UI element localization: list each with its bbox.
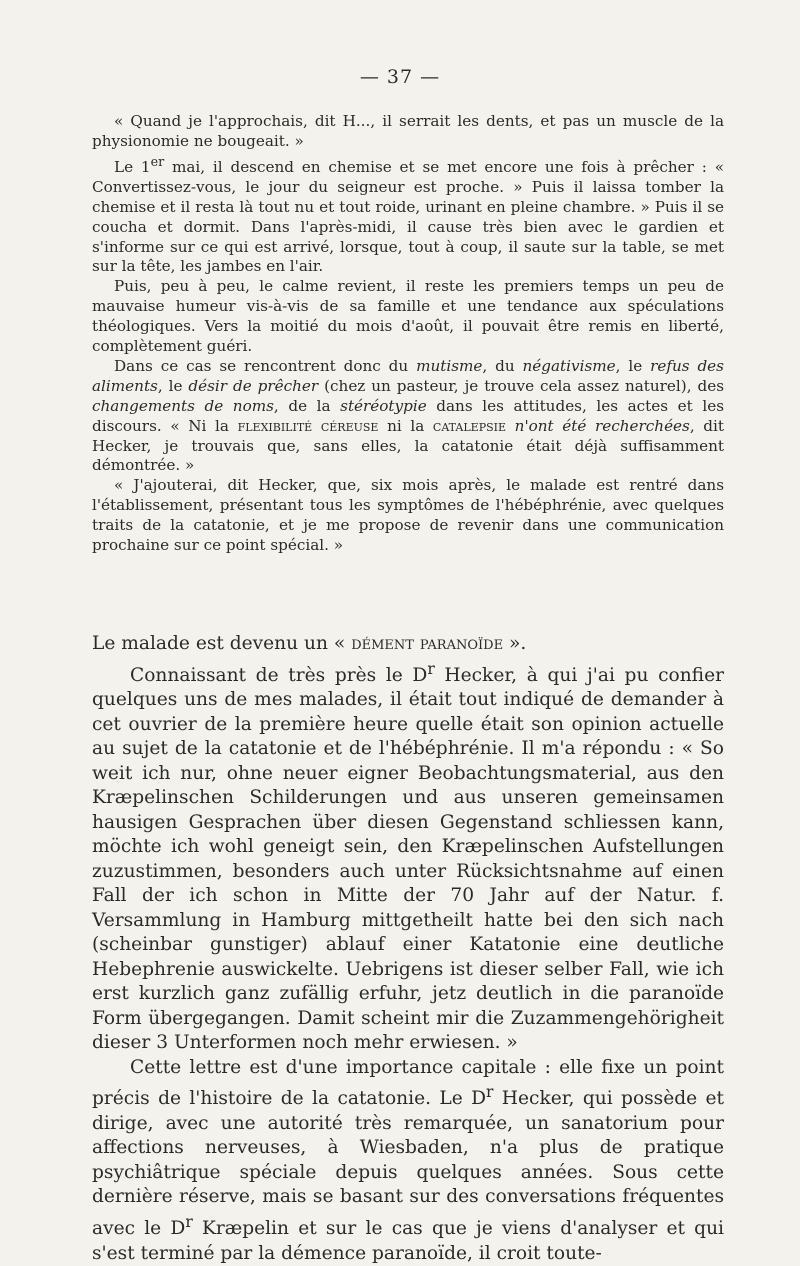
- paragraph: Le 1er mai, il descend en chemise et se met encore une fois à prêcher : « Convertissez-vous, le jour du seigneur est proche. » Puis il laissa tomber la chemise et il resta là tout nu et tout roide, urinant en pleine chambre. » Puis il se coucha et dormit. Dans l'après-midi, il cause très bien avec le gardien et s'informe sur ce qui est arrivé, lorsque, tout à coup, il saute sur la table, se met sur la tête, les jambes en l'air.: [92, 153, 724, 276]
- paragraph: « Quand je l'approchais, dit H..., il serrait les dents, et pas un muscle de la physionomie ne bougeait. »: [92, 112, 724, 150]
- paragraph: Connaissant de très près le $D^r$ Hecker, à qui j'ai pu confier quelques uns de mes malades, il était tout indiqué de demander à cet ouvrier de la première heure quelle était son opinion actuelle au sujet de la catatonie et de l'hébéphrénie. Il m'a répondu : « So weit ich nur, ohne neuer eigner Beobachtungsmaterial, aus den Kræpelinschen Schilderungen und aus unseren gemeinsamen hausigen Gesprachen über diesen Gegenstand schliessen kann, möchte ich wohl geneigt sein, den Kræpelinschen Aufstellungen zuzustimmen, besonders auch unter Rücksichtsnahme auf einen Fall der ich schon in Mitte der 70 Jahr auf der Natur. f. Versammlung in Hamburg mittgetheilt hatte bei den sich nach (scheinbar gunstiger) ablauf einer Katatonie eine deutliche Hebephrenie auswickelte. Uebrigens ist dieser selber Fall, wie ich erst kurzlich ganz zufällig erfuhr, jetz deutlich in die paranoïde Form übergegangen. Damit scheint mir die Zuzammengehörigheit dieser 3 Unterformen noch mehr erwiesen. »: [92, 659, 724, 1054]
- paragraph: « J'ajouterai, dit Hecker, que, six mois après, le malade est rentré dans l'établissement, présentant tous les symptômes de l'hébéphrénie, avec quelques traits de la catatonie, et je me propose de revenir dans une communication prochaine sur ce point spécial. »: [92, 476, 724, 555]
- paragraph: Le malade est devenu un « dément paranoïde ».: [92, 633, 527, 654]
- term-refus: refus des aliments: [92, 356, 724, 395]
- term-recherchees: n'ont été recherchées: [514, 416, 690, 435]
- paragraph: Cette lettre est d'une importance capitale : elle fixe un point précis de l'histoire de la catatonie. Le $D^r$ Hecker, qui possède et dirige, avec une autorité très remarquée, un sanatorium pour affections nerveuses, à Wiesbaden, n'a plus de pratique psychiâtrique spéciale depuis quelques années. Sous cette dernière réserve, mais se basant sur des conversations fréquentes avec le $D^r$ Kræpelin et sur le cas que je viens d'analyser et qui s'est terminé par la démence paranoïde, il croit toute-: [92, 1056, 725, 1264]
- term-catalepsie: catalepsie: [432, 416, 507, 435]
- term-desir: désir de prêcher: [188, 376, 319, 395]
- term-flexibilite: flexibilité céreuse: [237, 416, 379, 435]
- paragraph: Puis, peu à peu, le calme revient, il reste les premiers temps un peu de mauvaise humeur vis-à-vis de sa famille et une tendance aux spéculations théologiques. Vers la moitié du mois d'août, il pouvait être remis en liberté, complètement guéri.: [92, 277, 724, 356]
- term-negativisme: négativisme: [522, 356, 616, 375]
- term-dement-paranoide: dément paranoïde: [351, 633, 504, 654]
- term-mutisme: mutisme: [416, 356, 483, 375]
- term-stereotypie: stéréotypie: [340, 396, 427, 415]
- discussion-section: [92, 632, 724, 1266]
- page-number: — 37 —: [359, 66, 441, 88]
- term-changements: changements de noms: [92, 396, 274, 415]
- case-report-section: [92, 112, 724, 556]
- paragraph: Dans ce cas se rencontrent donc du mutisme, du négativisme, le refus des aliments, le désir de prêcher (chez un pasteur, je trouve cela assez naturel), des changements de noms, de la stéréotypie dans les attitudes, les actes et les discours. « Ni la flexibilité céreuse ni la catalepsie n'ont été recherchées, dit Hecker, je trouvais que, sans elles, la catatonie était déjà suffisamment démontrée. »: [92, 356, 724, 475]
